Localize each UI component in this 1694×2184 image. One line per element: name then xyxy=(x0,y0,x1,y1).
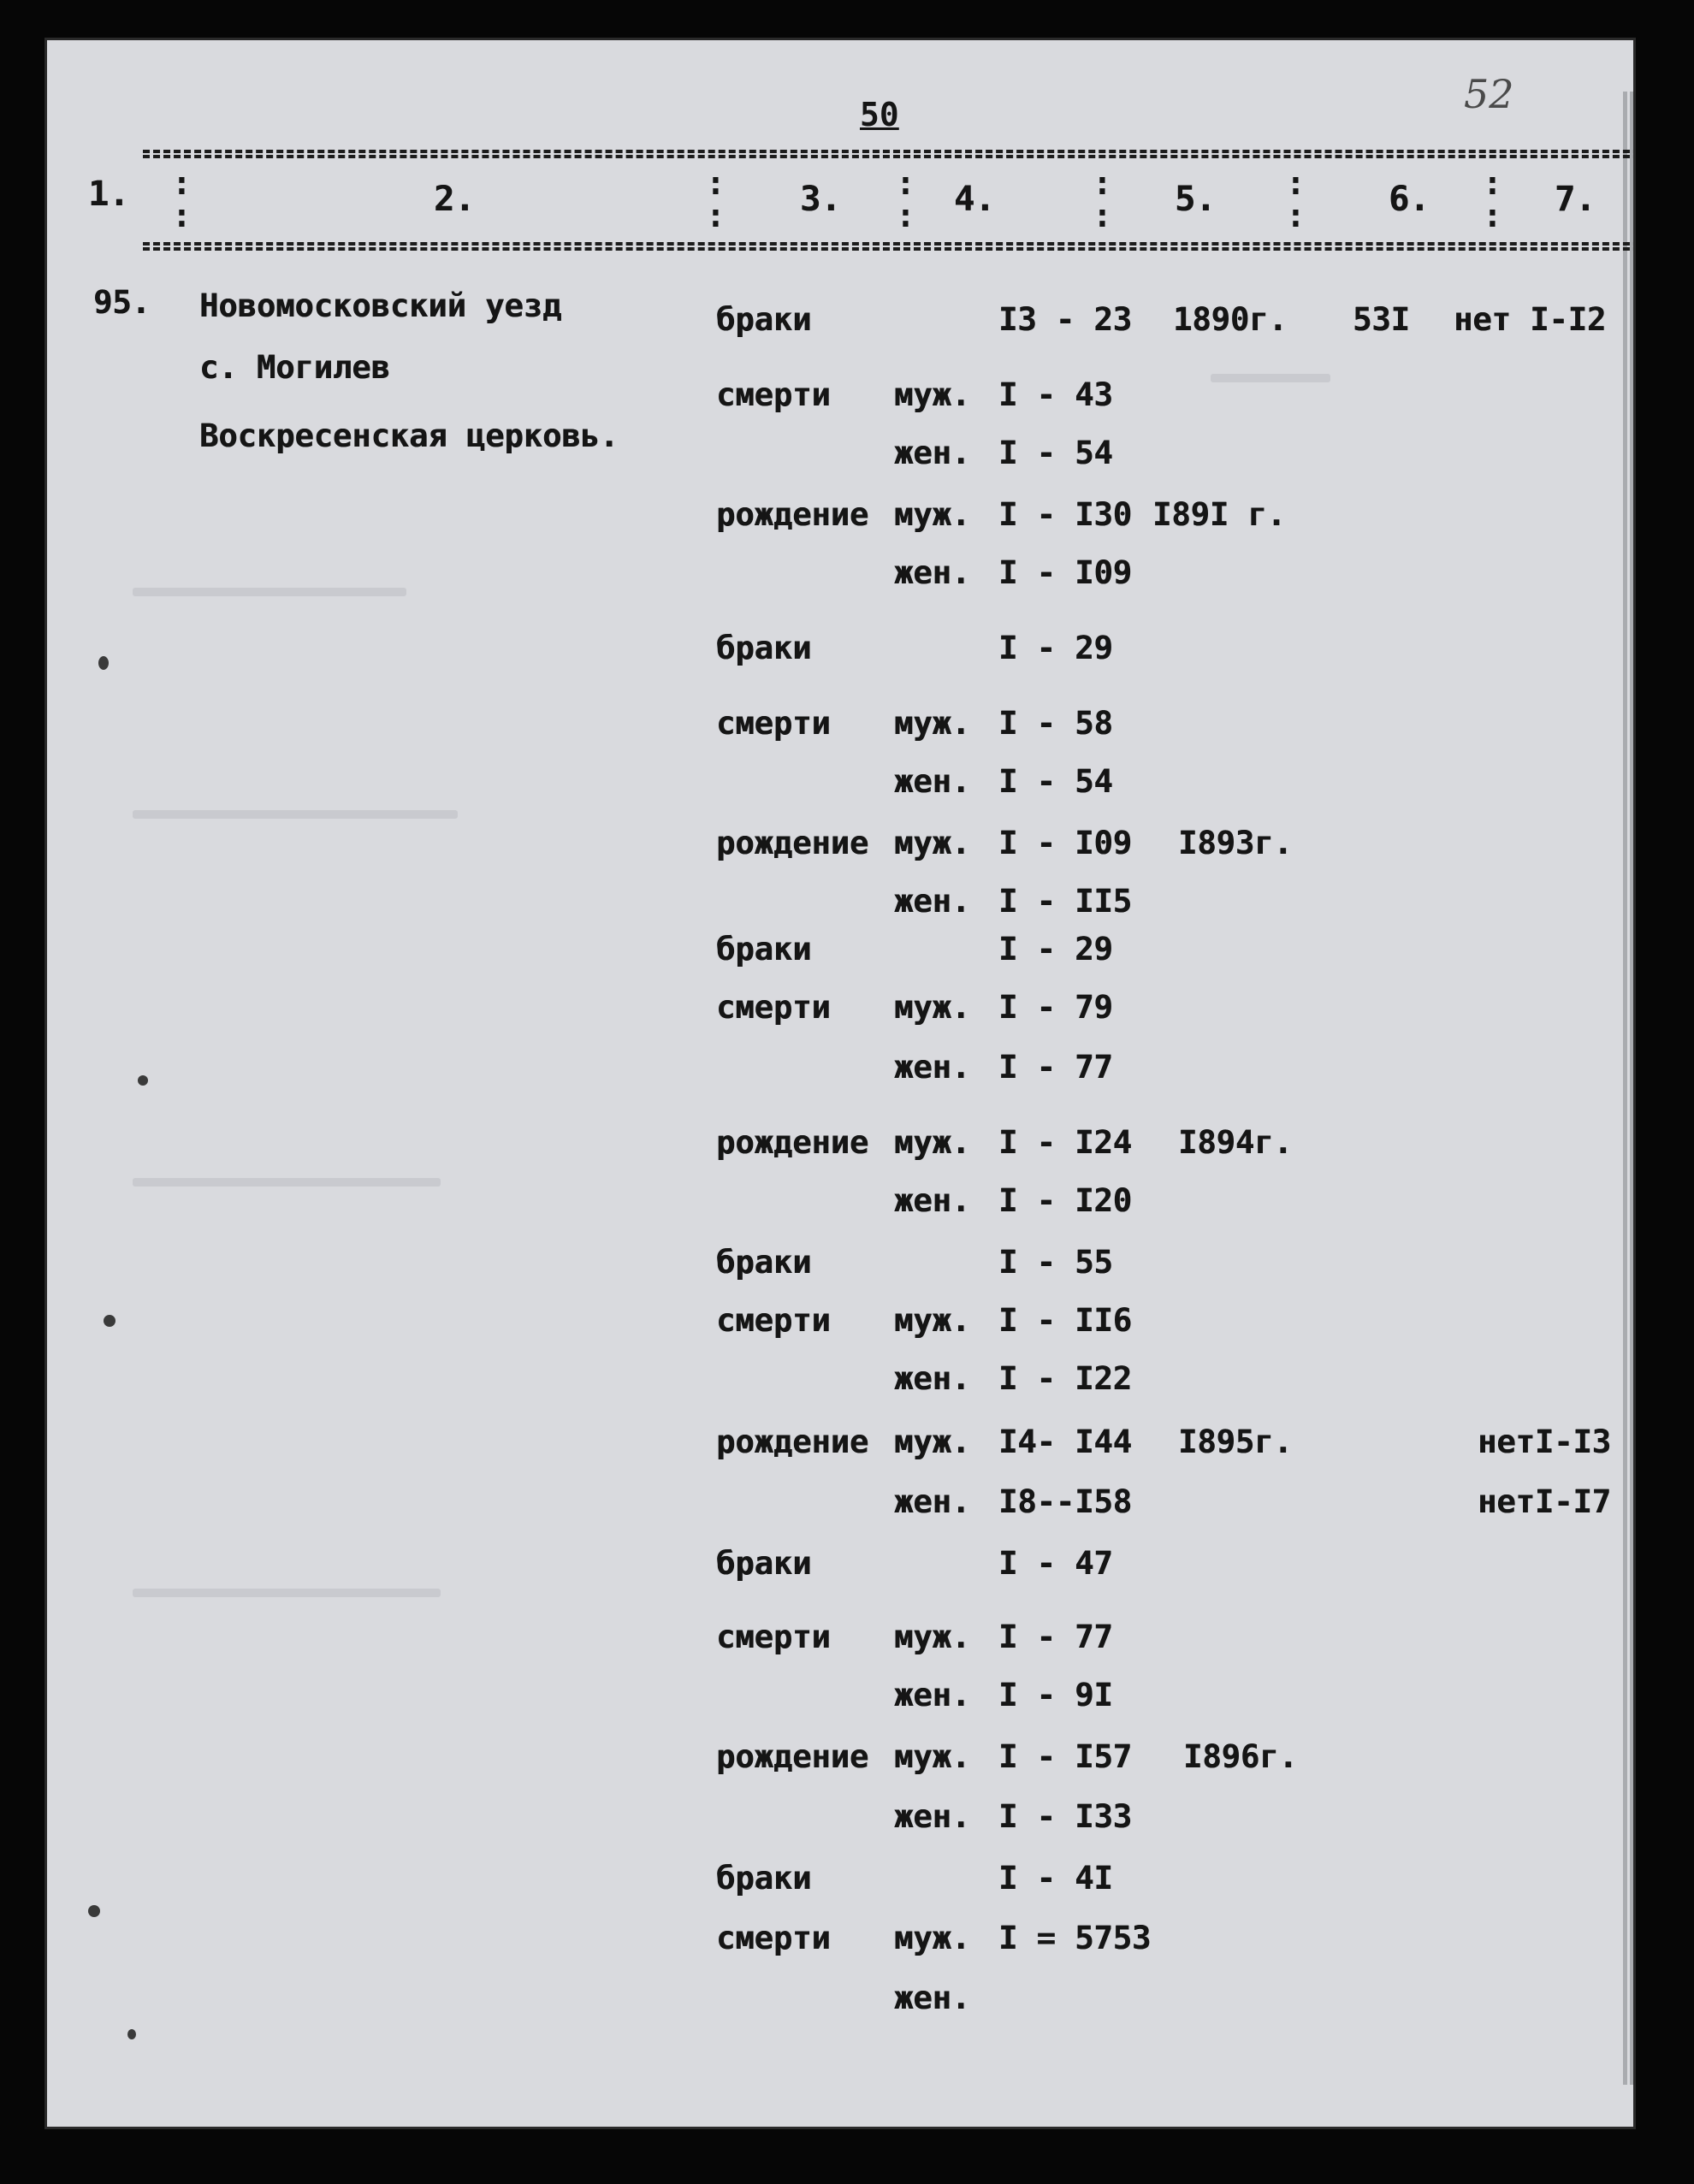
punch-mark xyxy=(138,1075,148,1086)
record-sex: жен. xyxy=(894,1360,971,1397)
record-range: I - I24 xyxy=(998,1124,1132,1161)
record-sex: муж. xyxy=(894,496,971,533)
record-range: I - I20 xyxy=(998,1182,1132,1219)
bleed-through xyxy=(1211,374,1330,382)
record-range: I - I57 xyxy=(998,1738,1132,1775)
column-separator: : : xyxy=(896,164,915,234)
record-range: I - I22 xyxy=(998,1360,1132,1397)
record-kind: смерти xyxy=(716,1920,831,1956)
record-range: I - 4I xyxy=(998,1860,1113,1897)
record-range: I - II6 xyxy=(998,1302,1132,1339)
header-col5: 5. xyxy=(1175,180,1217,219)
record-missing: нетI-I3 xyxy=(1478,1423,1611,1460)
header-col6: 6. xyxy=(1389,180,1430,219)
record-year: 1890г. xyxy=(1173,301,1288,338)
record-sex: муж. xyxy=(894,1124,971,1161)
record-range: I - I33 xyxy=(998,1798,1132,1835)
record-range: I4- I44 xyxy=(998,1423,1132,1460)
column-separator: : : xyxy=(1483,164,1502,234)
record-year: I896г. xyxy=(1183,1738,1298,1775)
location-line-1: Новомосковский уезд xyxy=(199,287,562,324)
column-separator: : : xyxy=(172,164,192,234)
record-kind: браки xyxy=(716,1860,812,1897)
location-line-3: Воскресенская церковь. xyxy=(199,417,619,454)
header-col2: 2. xyxy=(434,180,476,219)
record-sex: жен. xyxy=(894,763,971,800)
record-range: I - 47 xyxy=(998,1545,1113,1582)
record-sex: муж. xyxy=(894,376,971,413)
page-edge xyxy=(1623,92,1627,2085)
bleed-through xyxy=(133,810,458,819)
column-separator: : : xyxy=(706,164,726,234)
entry-number: 95. xyxy=(93,284,151,321)
record-missing: нет I-I2 xyxy=(1454,301,1607,338)
record-count: 53I xyxy=(1353,301,1410,338)
record-range: I = 5753 xyxy=(998,1920,1152,1956)
record-sex: муж. xyxy=(894,705,971,742)
archive-page-number: 52 xyxy=(1464,71,1514,117)
record-sex: муж. xyxy=(894,1302,971,1339)
header-col1: 1. xyxy=(88,175,130,214)
record-kind: браки xyxy=(716,630,812,666)
record-year: I894г. xyxy=(1178,1124,1293,1161)
record-kind: рождение xyxy=(716,1738,869,1775)
record-kind: браки xyxy=(716,301,812,338)
record-range: I - 58 xyxy=(998,705,1113,742)
header-rule-top-2 xyxy=(143,155,1636,158)
record-year: I89I г. xyxy=(1152,496,1286,533)
record-range: I - 54 xyxy=(998,435,1113,471)
record-range: I8--I58 xyxy=(998,1483,1132,1520)
punch-mark xyxy=(98,656,109,670)
record-range: I - 9I xyxy=(998,1677,1113,1713)
record-sex: муж. xyxy=(894,1619,971,1655)
record-range: I - I09 xyxy=(998,554,1132,591)
document-page xyxy=(44,38,1636,2129)
record-sex: муж. xyxy=(894,1738,971,1775)
record-kind: браки xyxy=(716,1244,812,1281)
record-range: I - 29 xyxy=(998,630,1113,666)
record-range: I - 29 xyxy=(998,931,1113,968)
record-sex: жен. xyxy=(894,1049,971,1086)
record-range: I - 79 xyxy=(998,989,1113,1026)
column-separator: : : xyxy=(1286,164,1306,234)
record-sex: жен. xyxy=(894,883,971,920)
record-sex: жен. xyxy=(894,435,971,471)
record-kind: рождение xyxy=(716,1124,869,1161)
bleed-through xyxy=(133,1589,441,1597)
record-range: I - 55 xyxy=(998,1244,1113,1281)
record-sex: жен. xyxy=(894,1980,971,2016)
punch-mark xyxy=(127,2029,136,2039)
record-kind: смерти xyxy=(716,1302,831,1339)
record-sex: муж. xyxy=(894,1423,971,1460)
record-kind: смерти xyxy=(716,376,831,413)
record-kind: рождение xyxy=(716,496,869,533)
punch-mark xyxy=(88,1905,100,1917)
header-col7: 7. xyxy=(1555,180,1596,219)
record-range: I - I30 xyxy=(998,496,1132,533)
record-sex: жен. xyxy=(894,1798,971,1835)
record-kind: рождение xyxy=(716,1423,869,1460)
header-rule-top xyxy=(143,150,1636,153)
record-range: I - 77 xyxy=(998,1619,1113,1655)
record-range: I - 77 xyxy=(998,1049,1113,1086)
page-edge xyxy=(1630,92,1634,2085)
record-year: I895г. xyxy=(1178,1423,1293,1460)
record-kind: смерти xyxy=(716,1619,831,1655)
record-range: I - I09 xyxy=(998,825,1132,861)
record-kind: рождение xyxy=(716,825,869,861)
record-range: I3 - 23 xyxy=(998,301,1132,338)
record-sex: жен. xyxy=(894,1677,971,1713)
record-sex: жен. xyxy=(894,1483,971,1520)
record-sex: жен. xyxy=(894,1182,971,1219)
bleed-through xyxy=(133,1178,441,1187)
typed-page-number: 50 xyxy=(860,96,899,133)
record-missing: нетI-I7 xyxy=(1478,1483,1611,1520)
record-kind: браки xyxy=(716,931,812,968)
record-range: I - II5 xyxy=(998,883,1132,920)
record-kind: смерти xyxy=(716,705,831,742)
location-line-2: с. Могилев xyxy=(199,349,390,386)
header-rule-bottom xyxy=(143,242,1636,246)
record-kind: смерти xyxy=(716,989,831,1026)
header-col4: 4. xyxy=(954,180,996,219)
header-col3: 3. xyxy=(800,180,842,219)
record-sex: муж. xyxy=(894,989,971,1026)
record-sex: жен. xyxy=(894,554,971,591)
header-rule-bottom-2 xyxy=(143,247,1636,251)
record-year: I893г. xyxy=(1178,825,1293,861)
bleed-through xyxy=(133,588,406,596)
record-kind: браки xyxy=(716,1545,812,1582)
record-range: I - 54 xyxy=(998,763,1113,800)
column-separator: : : xyxy=(1093,164,1112,234)
punch-mark xyxy=(104,1315,116,1327)
record-sex: муж. xyxy=(894,1920,971,1956)
record-sex: муж. xyxy=(894,825,971,861)
record-range: I - 43 xyxy=(998,376,1113,413)
